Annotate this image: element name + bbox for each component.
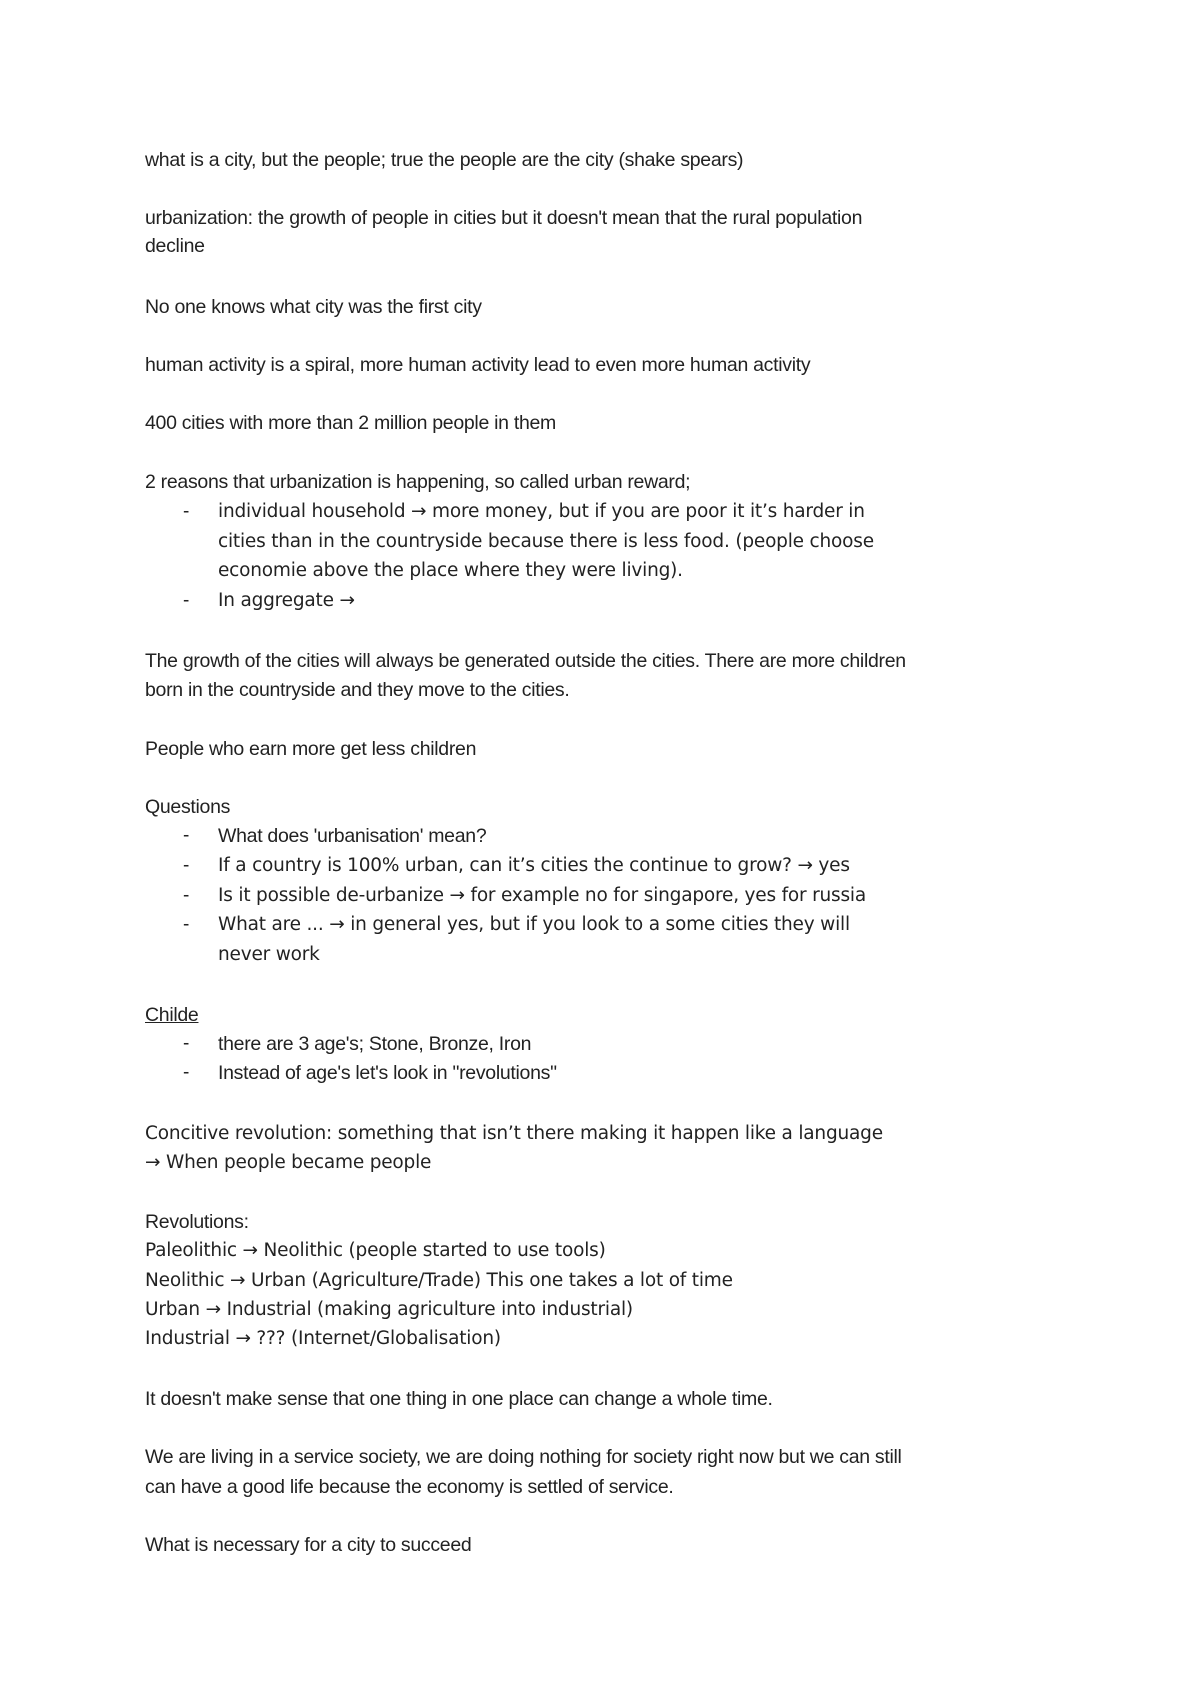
question-item-4-line1: What are ... → in general yes, but if you look to a some cities they will bbox=[218, 914, 850, 935]
reason-item-1-line2: cities than in the countryside because there is less food. (people choose bbox=[218, 531, 874, 552]
bullet-marker: - bbox=[183, 855, 190, 876]
revolutions-heading: Revolutions: bbox=[145, 1211, 249, 1233]
bullet-marker: - bbox=[183, 885, 190, 906]
revolution-line-2: Neolithic → Urban (Agriculture/Trade) This one takes a lot of time bbox=[145, 1270, 733, 1291]
paragraph-urbanization-line2: decline bbox=[145, 235, 205, 257]
paragraph-spiral: human activity is a spiral, more human activity lead to even more human activity bbox=[145, 354, 811, 376]
revolution-line-3: Urban → Industrial (making agriculture into industrial) bbox=[145, 1299, 633, 1320]
paragraph-first-city: No one knows what city was the first city bbox=[145, 296, 482, 318]
bullet-marker: - bbox=[183, 825, 190, 846]
paragraph-urbanization-line1: urbanization: the growth of people in cities but it doesn't mean that the rural population bbox=[145, 207, 863, 229]
paragraph-children: People who earn more get less children bbox=[145, 738, 477, 760]
revolution-line-1: Paleolithic → Neolithic (people started to use tools) bbox=[145, 1240, 606, 1261]
reason-item-1-line1: individual household → more money, but if you are poor it it’s harder in bbox=[218, 501, 865, 522]
paragraph-400-cities: 400 cities with more than 2 million people in them bbox=[145, 412, 556, 434]
paragraph-one-thing: It doesn't make sense that one thing in one place can change a whole time. bbox=[145, 1388, 773, 1410]
childe-item-1: there are 3 age's; Stone, Bronze, Iron bbox=[218, 1033, 532, 1055]
question-item-4-line2: never work bbox=[218, 944, 320, 965]
bullet-marker: - bbox=[183, 914, 190, 935]
paragraph-service-line1: We are living in a service society, we are doing nothing for society right now but we can still bbox=[145, 1446, 902, 1468]
paragraph-growth-line1: The growth of the cities will always be generated outside the cities. There are more children bbox=[145, 650, 906, 672]
paragraph-concitive-line2: → When people became people bbox=[145, 1152, 432, 1173]
bullet-marker: - bbox=[183, 501, 190, 522]
paragraph-succeed: What is necessary for a city to succeed bbox=[145, 1534, 472, 1556]
paragraph-city-people: what is a city, but the people; true the people are the city (shake spears) bbox=[145, 149, 744, 171]
question-item-3: Is it possible de-urbanize → for example no for singapore, yes for russia bbox=[218, 885, 867, 906]
bullet-marker: - bbox=[183, 590, 190, 611]
reason-item-1-line3: economie above the place where they were living). bbox=[218, 560, 683, 581]
reasons-intro: 2 reasons that urbanization is happening, so called urban reward; bbox=[145, 471, 691, 493]
paragraph-concitive-line1: Concitive revolution: something that isn’t there making it happen like a language bbox=[145, 1123, 883, 1144]
bullet-marker: - bbox=[183, 1033, 190, 1054]
revolution-line-4: Industrial → ??? (Internet/Globalisation) bbox=[145, 1328, 501, 1349]
reason-item-2: In aggregate → bbox=[218, 590, 355, 611]
paragraph-growth-line2: born in the countryside and they move to the cities. bbox=[145, 679, 570, 701]
childe-heading: Childe bbox=[145, 1004, 199, 1026]
paragraph-service-line2: can have a good life because the economy is settled of service. bbox=[145, 1476, 674, 1498]
question-item-2: If a country is 100% urban, can it’s cities the continue to grow? → yes bbox=[218, 855, 850, 876]
question-item-1: What does 'urbanisation' mean? bbox=[218, 825, 487, 847]
questions-heading: Questions bbox=[145, 796, 231, 818]
bullet-marker: - bbox=[183, 1062, 190, 1083]
childe-item-2: Instead of age's let's look in "revolutions" bbox=[218, 1062, 557, 1084]
